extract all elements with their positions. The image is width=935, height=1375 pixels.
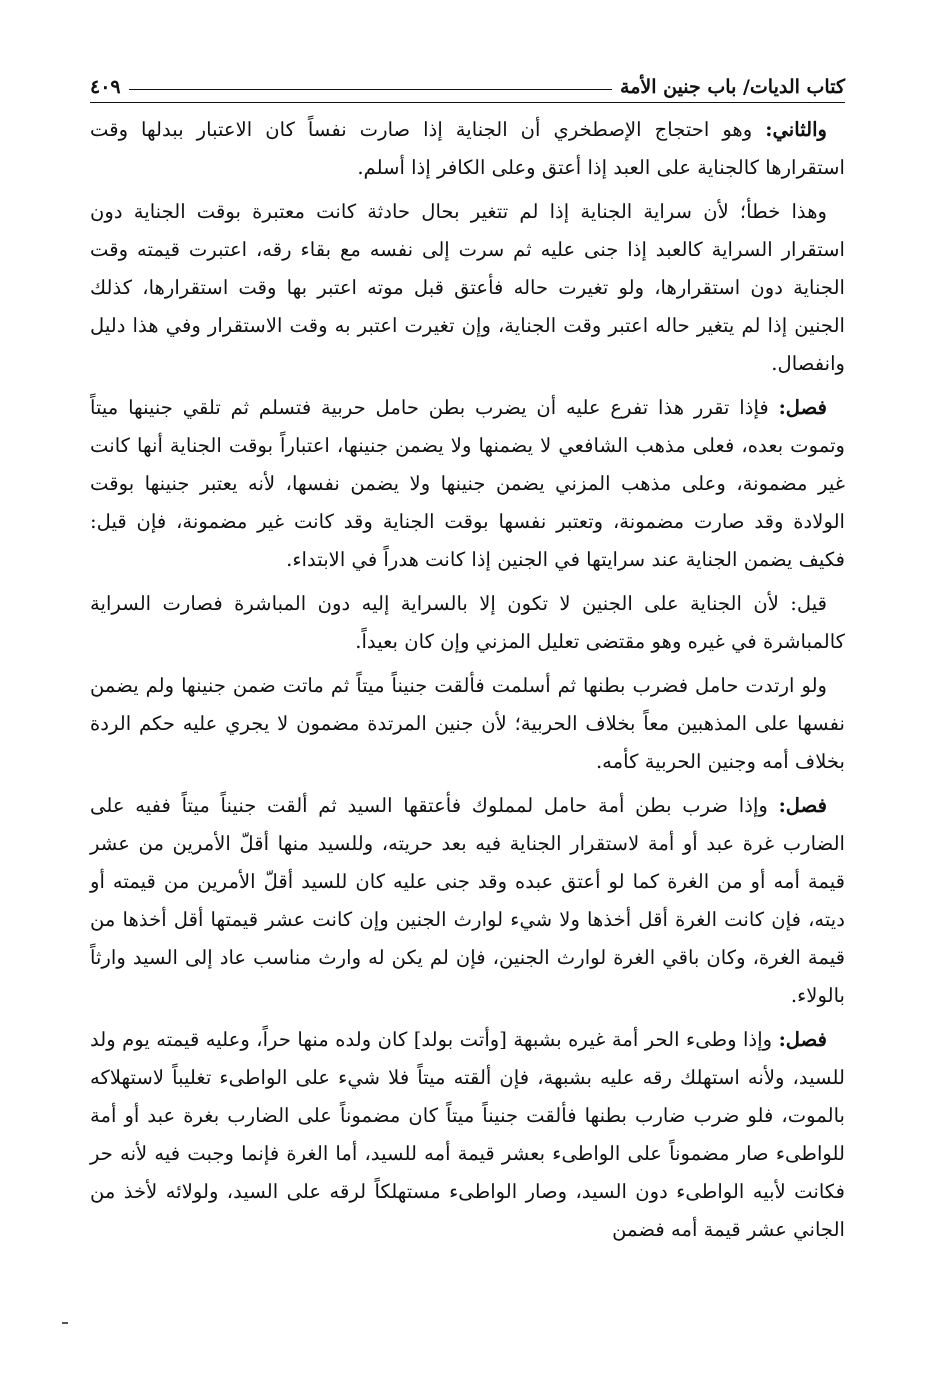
paragraph-text: قيل: لأن الجناية على الجنين لا تكون إلا بالسراية إليه دون المباشرة فصارت السراية كالمباشرة في غيره وهو مقتضى تعليل المزني وإن كان بعيداً. <box>90 592 845 653</box>
paragraph-text: وهذا خطأ؛ لأن سراية الجناية إذا لم تتغير بحال حادثة كانت معتبرة بوقت الجناية دون استقرار السراية كالعبد إذا جنى عليه ثم سرت إلى نفسه مع بقاء رقه، اعتبرت قيمته وقت الجناية دون استقرارها، ولو تغيرت حاله فأعتق قبل موته اعتبر بها وقت استقرارها، كذلك الجنين إذا لم يتغير حاله اعتبر وقت الجناية، وإن تغيرت اعتبر به وقت الاستقرار وفي هذا دليل وانفصال. <box>90 200 845 375</box>
margin-mark <box>62 1322 68 1324</box>
paragraph-text: فإذا تقرر هذا تفرع عليه أن يضرب بطن حامل حربية فتسلم ثم تلقي جنينها ميتاً وتموت بعده، فعلى مذهب الشافعي لا يضمنها ولا يضمن جنينها، اعتباراً بوقت الجناية أنها كانت غير مضمونة، وعلى مذهب المزني يضمن جنينها ولا يضمن نفسها، لأنه يعتبر جنينها بوقت الولادة وقد صارت مضمونة، وتعتبر نفسها بوقت الجناية وقد كانت غير مضمونة، فإن قيل: فكيف يضمن الجناية عند سرايتها في الجنين إذا كانت هدراً في الابتداء. <box>90 396 845 571</box>
paragraph-label: فصل: <box>778 1028 827 1051</box>
paragraph <box>90 667 845 781</box>
paragraph-label: والثاني: <box>765 118 827 141</box>
paragraph <box>90 787 845 1015</box>
paragraph <box>90 585 845 661</box>
book-page <box>90 62 845 1352</box>
page-number: ٤٠٩ <box>90 76 121 98</box>
header-rule <box>129 89 612 90</box>
header-underline <box>90 102 845 103</box>
paragraph <box>90 1021 845 1249</box>
paragraph-text: وهو احتجاج الإصطخري أن الجناية إذا صارت نفساً كان الاعتبار ببدلها وقت استقرارها كالجناية على العبد إذا أعتق وعلى الكافر إذا أسلم. <box>90 118 845 179</box>
running-head <box>90 62 845 98</box>
paragraph-text: وإذا ضرب بطن أمة حامل لمملوك فأعتقها السيد ثم ألقت جنيناً ميتاً ففيه على الضارب غرة عبد أو أمة لاستقرار الجناية فيه بعد حريته، وللسيد منها أقلّ الأمرين من عشر قيمة أمه أو من الغرة كما لو أعتق عبده وقد جنى عليه كان للسيد أقلّ الأمرين من قيمته أو ديته، فإن كانت الغرة أقل أخذها ولا شيء لوارث الجنين وإن كانت عشر قيمتها أقل أخذها من قيمة الغرة، وكان باقي الغرة لوارث الجنين، فإن لم يكن له وارث مناسب عاد إلى السيد وارثاً بالولاء. <box>90 794 845 1007</box>
paragraph <box>90 193 845 383</box>
chapter-title: كتاب الديات/ باب جنين الأمة <box>620 76 845 98</box>
paragraph-label: فصل: <box>778 794 827 817</box>
paragraph <box>90 389 845 579</box>
paragraph-label: فصل: <box>778 396 827 419</box>
page-body <box>90 111 845 1249</box>
paragraph <box>90 111 845 187</box>
paragraph-text: ولو ارتدت حامل فضرب بطنها ثم أسلمت فألقت جنيناً ميتاً ثم ماتت ضمن جنينها ولم يضمن نفسها على المذهبين معاً بخلاف الحربية؛ لأن جنين المرتدة مضمون لا يجري عليه حكم الردة بخلاف أمه وجنين الحربية كأمه. <box>90 674 845 773</box>
paragraph-text: وإذا وطىء الحر أمة غيره بشبهة [وأتت بولد] كان ولده منها حراً، وعليه قيمته يوم ولد للسيد، ولأنه استهلك رقه عليه بشبهة، فإن ألقته ميتاً فلا شيء على الواطىء تغليباً لاستهلاكه بالموت، فلو ضرب ضارب بطنها فألقت جنيناً ميتاً كان مضموناً على الضارب بغرة عبد أو أمة للواطىء صار مضموناً على الواطىء بعشر قيمة أمه للسيد، أما الغرة فإنما وجبت فيه لأنه حر فكانت لأبيه الواطىء دون السيد، وصار الواطىء مستهلكاً لرقه على السيد، ولولائه لأخذ من الجاني عشر قيمة أمه فضمن <box>90 1028 845 1241</box>
